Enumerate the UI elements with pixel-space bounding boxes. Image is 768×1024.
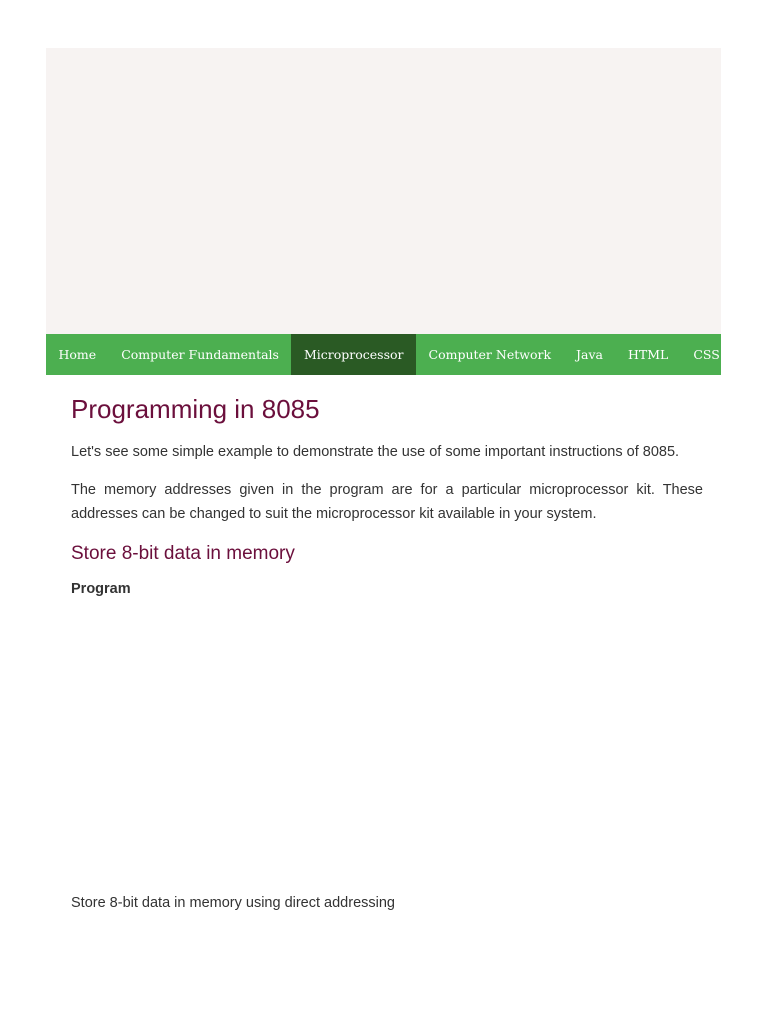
nav-item-java[interactable]: Java <box>576 347 603 362</box>
nav-item-computer-network[interactable]: Computer Network <box>428 347 552 362</box>
intro-paragraph: Let's see some simple example to demonstrate the use of some important instructions of 8085. <box>71 444 680 460</box>
ad-banner-area <box>46 48 721 334</box>
section-title: Store 8-bit data in memory <box>71 543 295 564</box>
page-title: Programming in 8085 <box>71 394 320 424</box>
article-content <box>71 375 703 599</box>
nav-item-css[interactable]: CSS <box>693 347 720 362</box>
memory-address-paragraph: The memory addresses given in the program are for a particular microprocessor kit. These addresses can be changed to suit the microprocessor kit available in your system. <box>71 482 703 522</box>
program-label: Program <box>71 581 131 597</box>
nav-item-microprocessor[interactable]: Microprocessor <box>291 334 416 375</box>
nav-item-computer-fundamentals[interactable]: Computer Fundamentals <box>121 347 279 362</box>
main-navbar <box>46 334 721 375</box>
nav-item-home[interactable]: Home <box>58 347 97 362</box>
program-caption: Store 8-bit data in memory using direct addressing <box>71 894 395 911</box>
nav-item-html[interactable]: HTML <box>628 347 669 362</box>
